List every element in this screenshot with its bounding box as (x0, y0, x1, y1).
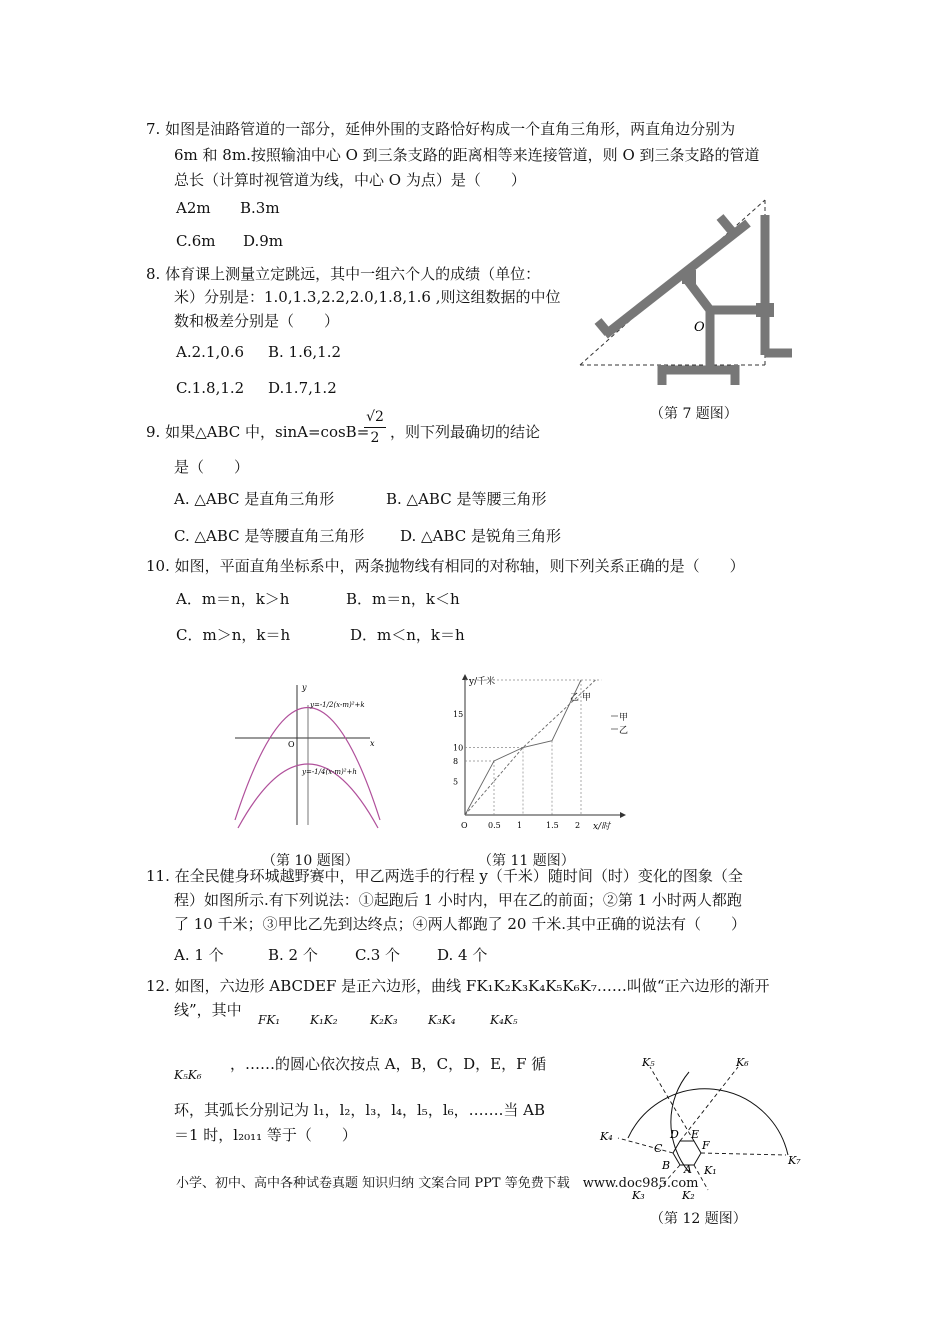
q12-line-4: 环，其弧长分别记为 l₁，l₂，l₃，l₄，l₅，l₆，…….当 AB (174, 1101, 546, 1119)
q12-arc-6: K₅K₆ (174, 1068, 202, 1082)
label-f: F (702, 1139, 710, 1152)
q10-option-a: A．m＝n，k＞h (176, 590, 290, 608)
x-axis-title: x/时 (593, 822, 611, 832)
center-o-label: O (694, 320, 705, 335)
q9-option-a: A. △ABC 是直角三角形 (174, 490, 335, 508)
q8-line-3: 数和极差分别是（ ） (174, 312, 340, 330)
q7-line-2: 6m 和 8m.按照输油中心 O 到三条支路的距离相等来连接管道，则 O 到三条支路的管道 (174, 146, 760, 164)
q9-option-c: C. △ABC 是等腰直角三角形 (174, 527, 365, 545)
pipeline-figure (570, 195, 800, 385)
label-e: E (691, 1128, 700, 1141)
fig11-caption: （第 11 题图） (478, 853, 575, 869)
q8-option-d: D.1.7,1.2 (268, 379, 337, 397)
q12-line-3: ，……的圆心依次按点 A，B，C，D，E，F 循 (230, 1055, 547, 1073)
q12-arc-3: K₂K₃ (370, 1013, 398, 1027)
label-k6: K₆ (736, 1056, 749, 1069)
label-k1: K₁ (704, 1164, 717, 1177)
q12-arc-5: K₄K₅ (490, 1013, 518, 1027)
q7-option-d: D.9m (243, 232, 284, 250)
q7-line-1: 7. 如图是油路管道的一部分，延伸外围的支路恰好构成一个直角三角形，两直角边分别为 (146, 120, 736, 138)
q9-fraction-numerator: √2 (364, 407, 386, 428)
q8-line-2: 米）分别是：1.0,1.3,2.2,2.0,1.8,1.6 ,则这组数据的中位 (174, 288, 561, 306)
q10-option-d: D．m＜n，k＝h (350, 626, 465, 644)
q7-option-c: C.6m (176, 232, 216, 250)
q8-option-c: C.1.8,1.2 (176, 379, 245, 397)
label-b: B (662, 1159, 671, 1172)
q10-option-b: B．m＝n，k＜h (346, 590, 460, 608)
q8-line-1: 8. 体育课上测量立定跳远，其中一组六个人的成绩（单位： (146, 265, 541, 283)
label-k2: K₂ (682, 1189, 695, 1202)
q11-option-c: C.3 个 (355, 946, 401, 964)
q9-fraction (364, 407, 386, 448)
legend-jia: 甲 (619, 713, 629, 723)
q11-option-b: B. 2 个 (268, 946, 318, 964)
x-tick-label: 0.5 (488, 821, 501, 830)
y-axis-title: y/千米 (469, 677, 496, 687)
x-tick-label: 2 (575, 821, 581, 830)
q7-line-3: 总长（计算时视管道为线，中心 O 为点）是（ ） (174, 171, 526, 189)
q8-option-b: B. 1.6,1.2 (268, 343, 342, 361)
x-axis-label: x (370, 739, 375, 748)
label-k5: K₅ (642, 1056, 655, 1069)
q9-option-b: B. △ABC 是等腰三角形 (386, 490, 547, 508)
q9-line-2: 是（ ） (174, 458, 250, 476)
q11-line-2: 程）如图所示.有下列说法：①起跑后 1 小时内，甲在乙的前面；②第 1 小时两人都跑 (174, 891, 742, 909)
x-tick-label: O (461, 821, 468, 830)
legend-yi: 乙 (619, 726, 629, 736)
fig7-caption: （第 7 题图） (650, 406, 738, 422)
fig10-caption: （第 10 题图） (262, 853, 359, 869)
x-tick-label: 1 (517, 821, 523, 830)
y-tick-label: 8 (453, 757, 459, 766)
q11-option-a: A. 1 个 (174, 946, 224, 964)
q8-option-a: A.2.1,0.6 (176, 343, 245, 361)
q10-option-c: C．m＞n，k＝h (176, 626, 291, 644)
q7-option-b: B.3m (240, 199, 280, 217)
fig12-caption: （第 12 题图） (650, 1211, 747, 1227)
x-tick-label: 1.5 (546, 821, 559, 830)
q11-line-3: 了 10 千米；③甲比乙先到达终点；④两人都跑了 20 千米.其中正确的说法有（ ） (174, 915, 747, 933)
q9-option-d: D. △ABC 是锐角三角形 (400, 527, 561, 545)
label-c: C (654, 1142, 663, 1155)
label-k3: K₃ (632, 1189, 645, 1202)
y-tick-label: 10 (453, 743, 464, 753)
parabola-figure (230, 680, 390, 830)
q12-line-1: 12. 如图，六边形 ABCDEF 是正六边形，曲线 FK₁K₂K₃K₄K₅K₆K₇……叫做“正六边形的渐开 (146, 977, 770, 995)
top-series-labels: 乙 甲 (570, 693, 591, 703)
label-k4: K₄ (600, 1130, 613, 1143)
q11-option-d: D. 4 个 (437, 946, 488, 964)
label-a: A (684, 1163, 692, 1176)
parabola-2-equation: y=-1/4(x-m)²+h (302, 768, 357, 776)
race-chart (445, 670, 645, 840)
y-tick-label: 5 (453, 777, 459, 787)
q12-line-2-prefix: 线”，其中 (174, 1001, 242, 1019)
label-d: D (670, 1128, 679, 1141)
q10-line: 10. 如图，平面直角坐标系中，两条抛物线有相同的对称轴，则下列关系正确的是（ ） (146, 557, 745, 575)
y-axis-label: y (302, 683, 307, 692)
q9-fraction-denominator: 2 (370, 430, 380, 446)
q12-arc-1: FK₁ (258, 1013, 281, 1027)
q12-line-5: ＝1 时，l₂₀₁₁ 等于（ ） (174, 1126, 357, 1144)
q12-arc-2: K₁K₂ (310, 1013, 338, 1027)
label-k7: K₇ (788, 1154, 801, 1167)
q7-option-a: A2m (176, 199, 211, 217)
q12-arc-4: K₃K₄ (428, 1013, 456, 1027)
parabola-1-equation: y=-1/2(x-m)²+k (310, 701, 365, 709)
q9-line-1-suffix: ，则下列最确切的结论 (390, 423, 541, 441)
y-tick-label: 15 (453, 709, 464, 719)
q11-line-1: 11. 在全民健身环城越野赛中，甲乙两选手的行程 y（千米）随时间（时）变化的图象（全 (146, 867, 743, 885)
origin-label: O (288, 740, 295, 749)
q9-line-1-prefix: 9. 如果△ABC 中，sinA=cosB= (146, 423, 370, 441)
footer-watermark: 小学、初中、高中各种试卷真题 知识归纳 文案合同 PPT 等免费下载 www.doc985.com (176, 1176, 699, 1191)
